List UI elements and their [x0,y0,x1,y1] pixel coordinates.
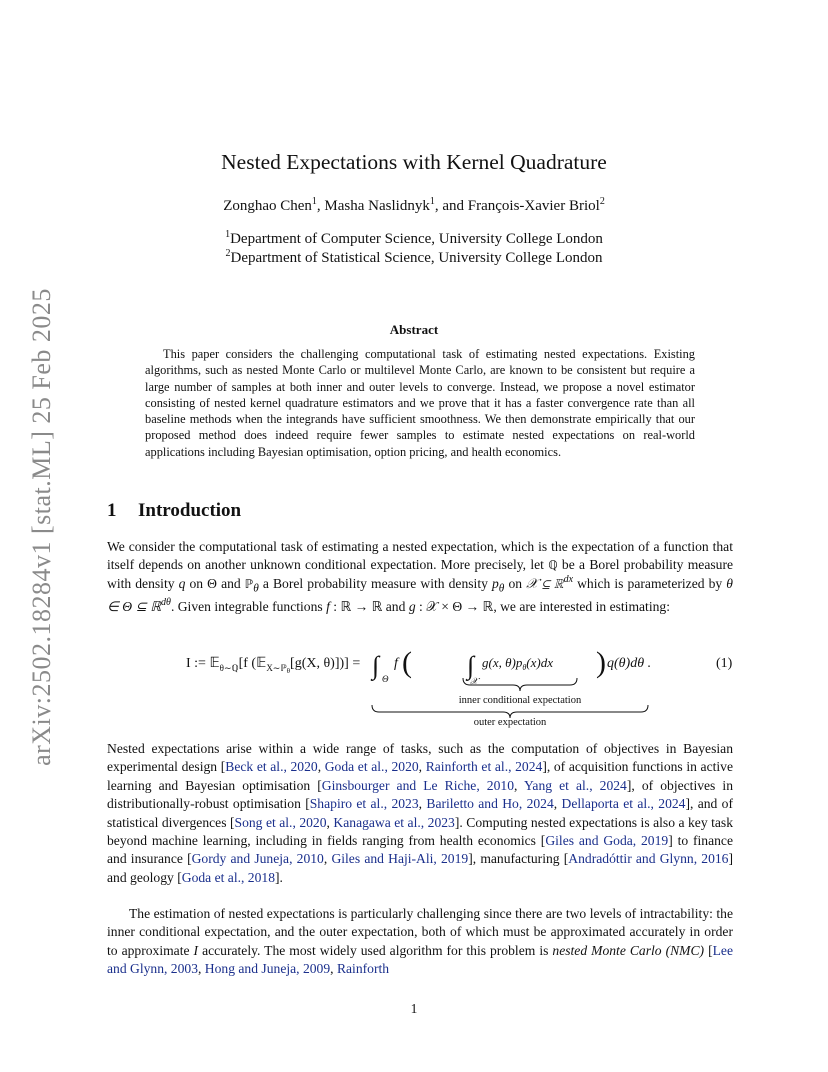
citation-link[interactable]: Giles and Haji-Ali, 2019 [331,851,469,867]
affiliation-line [0,230,828,249]
abstract-body: This paper considers the challenging computational task of estimating nested expectations. Existing algorithms, such as nested Monte Carlo or multilevel Monte Carlo, are known to be consistent but require a large number of samples at both inner and outer levels to converge. Instead, we propose a novel estimator consisting of nested kernel quadrature estimators and we prove that it has a faster convergence rate than all baseline methods when the integrands have sufficient smoothness. We then demonstrate empirically that our proposed method does indeed require fewer samples to estimate nested expectations on real-world applications including Bayesian optimisation, option pricing, and health economics. [145,347,695,459]
body-text: , [317,759,325,775]
citation-link[interactable]: Goda et al., 2020 [324,759,419,775]
affiliation-marker: 1 [225,229,231,240]
author-affiliation-marker: 1 [429,196,435,207]
body-text: , we are interested in estimating: [493,598,670,614]
author-affiliation-marker: 1 [311,196,317,207]
math-symbol: I [193,942,199,958]
body-text: , [418,759,426,775]
body-text: ]. [275,869,283,885]
affiliation-text: Department of Statistical Science, University College London [230,250,603,266]
math-symbol: ℙ [244,576,254,591]
body-text: [ [704,942,713,958]
inner-expectation-label: inner conditional expectation [458,695,582,706]
body-text: The estimation of nested expectations is particularly challenging since there are two levels of intractability: the inner conditional expectation, and the outer expectation, both of which must be approximated accurately in order to approximate [107,906,733,958]
citation-link[interactable]: Dellaporta et al., 2024 [561,796,686,812]
citation-link[interactable]: Rainforth [336,961,390,977]
intro-paragraph-3 [107,905,733,979]
body-text: on [504,575,527,591]
body-text: . Given integrable functions [170,598,327,614]
intro-paragraph-2 [107,740,733,887]
citation-link[interactable]: Ginsbourger and Le Riche, 2010 [321,777,514,793]
body-text: on Θ and [185,575,245,591]
body-text: ], of acquisition functions in active learning and Bayesian optimisation [ [107,759,733,793]
body-text: be a Borel probability measure with density [107,557,734,591]
math-symbol: θ ∈ Θ ⊆ ℝ$^{d\theta}$ [107,575,733,614]
arxiv-identifier-text: arXiv:2502.18284v1 [stat.ML] 25 Feb 2025 [27,288,56,766]
outer-function: f [394,656,398,671]
body-text: accurately. The most widely used algorithm for this problem is [198,942,553,958]
body-text: , [418,796,427,812]
body-text: a Borel probability measure with density [258,575,492,591]
author-name: François-Xavier Briol [467,198,600,214]
body-text: and [382,598,409,614]
body-text: ] to finance and insurance [ [107,833,733,867]
affiliation-marker: 2 [225,248,231,259]
author-separator: , [316,198,325,214]
body-text: , [198,961,205,977]
inner-underbrace [463,678,577,691]
citation-link[interactable]: Giles and Goda, 2019 [545,833,669,849]
citation-link[interactable]: Lee and Glynn, 2003 [107,942,733,977]
integral-domain: Θ [382,674,389,684]
author-affiliation-marker: 2 [599,196,605,207]
section-heading [107,500,241,522]
large-paren-close: ) [596,646,606,679]
affiliation-list [0,230,828,268]
integral-sign: ∫ [467,651,475,680]
author-name: Zonghao Chen [223,198,312,214]
equation-number: (1) [716,656,733,671]
equation-1 [0,640,828,730]
citation-link[interactable]: Rainforth et al., 2024 [425,759,543,775]
citation-link[interactable]: Goda et al., 2018 [181,869,275,885]
author-list [0,198,828,215]
author-separator: , and [434,198,468,214]
citation-link[interactable]: Kanagawa et al., 2023 [333,814,455,830]
intro-paragraph-1: We consider the computational task of estimating a nested expectation, which is the expectation of a function that itself depends on another unknown conditional expectation. More precisely, let ℚ be a Borel probability measure with density q on Θ and ℙ$_\theta$ a Borel probability measure with density $p_\theta$ on 𝒳 ⊆ ℝ$^{dx}$ which is parameterized by θ ∈ Θ ⊆ ℝ$^{d\theta}$. Given integrable functions f : ℝ → ℝ and g : 𝒳 × Θ → ℝ, we are interested in estimating: [107,539,734,614]
outer-expectation-label: outer expectation [473,717,547,728]
body-text: ], and of statistical divergences [ [107,796,734,830]
affiliation-text: Department of Computer Science, University College London [230,231,603,247]
math-symbol: $p_\theta$ [491,575,505,595]
citation-link[interactable]: Hong and Juneja, 2009 [204,961,331,977]
citation-link[interactable]: Andradóttir and Glynn, 2016 [568,851,729,867]
equation-lhs: I := 𝔼$_{\theta\sim ℚ}$[f (𝔼$_{X\sim ℙ}$θ[g(X, θ)])] = [186,656,361,675]
section-title: Introduction [138,500,242,521]
body-text: ], of objectives in distributionally-robust optimisation [ [107,777,733,812]
math-symbol: f [326,598,330,614]
body-text: , [330,961,337,977]
body-text: Nested expectations arise within a wide range of tasks, such as the computation of objectives in Bayesian experimental design [ [107,741,733,775]
body-text: which is parameterized by [573,575,727,591]
abstract-heading: Abstract [389,322,439,337]
body-text: , [323,851,332,867]
integral-domain: 𝒳 [470,676,478,686]
integral-sign: ∫ [372,651,380,680]
section-number: 1 [107,500,117,521]
math-symbol: θ [253,582,259,595]
page-number: 1 [410,1001,418,1016]
math-symbol: g [408,598,416,614]
body-text: ], manufacturing [ [468,851,569,867]
math-symbol: q [178,575,186,591]
affiliation-line [0,249,828,268]
citation-link[interactable]: Beck et al., 2020 [225,759,318,775]
inner-integrand: g(x, $\theta)p_\theta(x)dx$ [482,655,553,672]
body-text: , [553,796,562,812]
math-symbol: 𝒳 ⊆ ℝ$^{dx}$ [526,573,574,591]
citation-link[interactable]: Song et al., 2020 [234,814,327,830]
citation-link[interactable]: Gordy and Juneja, 2010 [191,851,324,867]
emphasized-term: nested Monte Carlo (NMC) [552,942,705,958]
body-text: ] and geology [ [107,851,734,885]
equation-tail: q(θ)dθ . [607,656,652,671]
citation-link[interactable]: Shapiro et al., 2023 [309,796,419,812]
body-text: We consider the computational task of estimating a nested expectation, which is the expectation of a function that itself depends on another unknown conditional expectation. More precisely, let [107,539,733,573]
math-symbol: ℚ [548,558,558,573]
author-name: Masha Naslidnyk [324,198,430,214]
body-text: , [514,777,524,793]
citation-link[interactable]: Bariletto and Ho, 2024 [426,796,554,812]
paper-title: Nested Expectations with Kernel Quadrature [221,150,607,174]
citation-link[interactable]: Yang et al., 2024 [523,777,627,793]
body-text: ]. Computing nested expectations is also a key task beyond machine learning, including in fields ranging from health economics [ [107,814,734,849]
large-paren-open: ( [402,646,412,679]
body-text: , [326,814,334,830]
